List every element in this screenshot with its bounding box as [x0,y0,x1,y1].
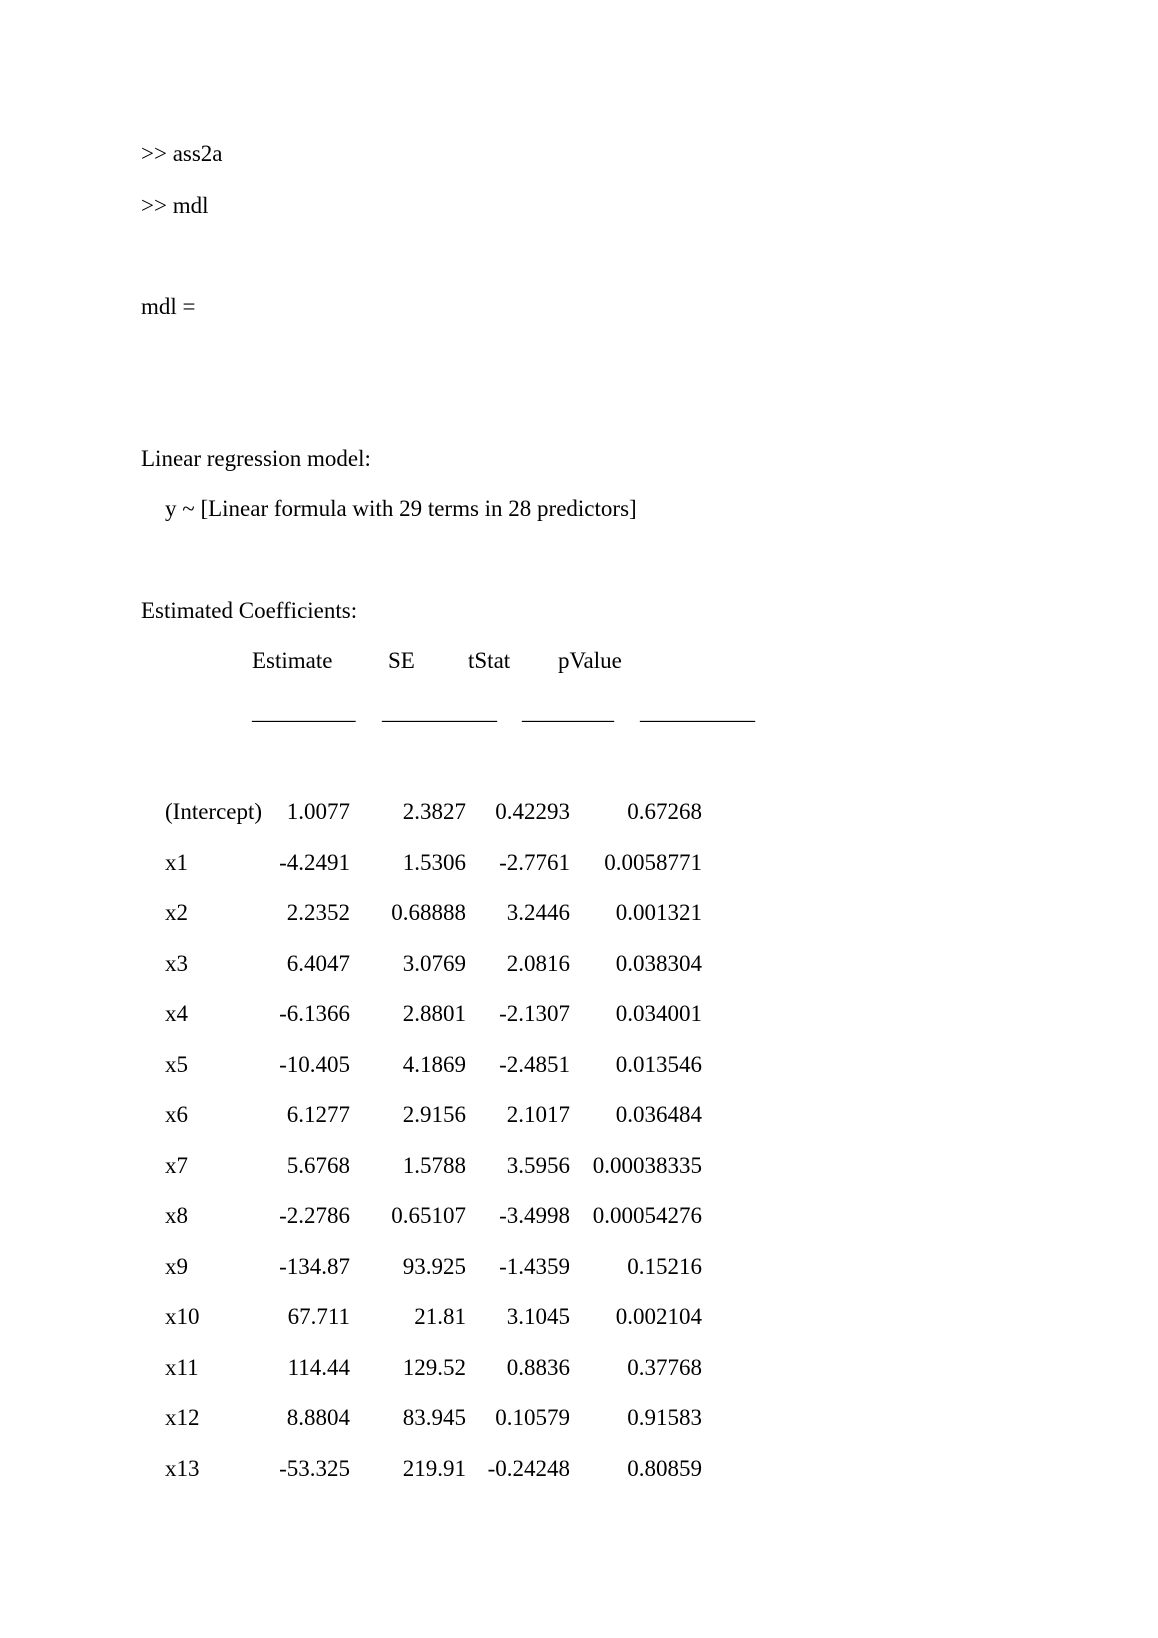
row-pvalue: 0.001321 [615,900,702,925]
row-se: 2.8801 [402,1001,466,1026]
table-row [0,1356,1158,1386]
row-estimate: 6.4047 [286,950,350,976]
row-name: x1 [165,849,188,875]
row-name: x3 [165,950,188,976]
row-pvalue: 0.00054276 [592,1203,702,1228]
row-pvalue: 0.67268 [627,799,702,824]
row-pvalue: 0.013546 [615,1051,702,1077]
table-row [0,952,1158,982]
row-se: 219.91 [402,1455,466,1481]
row-name: x12 [165,1405,200,1430]
row-pvalue: 0.00038335 [592,1152,702,1178]
row-se: 4.1869 [402,1051,466,1077]
row-se: 1.5788 [402,1152,466,1178]
row-estimate: -53.325 [279,1455,350,1481]
row-pvalue: 0.034001 [615,1001,702,1026]
table-row [0,1154,1158,1184]
row-name: x4 [165,1001,188,1026]
row-estimate: -2.2786 [279,1203,350,1228]
row-estimate: -134.87 [279,1253,350,1279]
command-line: >> ass2a [141,141,223,166]
row-pvalue: 0.036484 [615,1102,702,1127]
row-name: x5 [165,1051,188,1077]
row-estimate: 2.2352 [286,900,350,925]
row-tstat: -2.4851 [499,1051,570,1077]
row-tstat: 3.2446 [506,900,570,925]
column-header-se: SE [388,648,415,673]
row-tstat: -2.1307 [499,1001,570,1026]
row-se: 93.925 [402,1253,466,1279]
row-name: x6 [165,1102,188,1127]
row-tstat: 0.8836 [506,1354,570,1380]
table-row [0,901,1158,931]
column-header-pvalue: pValue [558,648,622,673]
table-row [0,800,1158,830]
header-rule: __________ [382,699,497,724]
row-tstat: 3.5956 [506,1152,570,1178]
table-row [0,1002,1158,1032]
table-row [0,851,1158,881]
assignment-label: mdl = [141,294,196,319]
table-row [0,1053,1158,1083]
header-rule: ________ [522,699,614,724]
row-se: 2.3827 [402,799,466,824]
row-pvalue: 0.91583 [627,1405,702,1430]
row-name: x13 [165,1455,200,1481]
row-tstat: -2.7761 [499,849,570,875]
row-se: 0.68888 [391,900,466,925]
row-estimate: -6.1366 [279,1001,350,1026]
row-name: x10 [165,1304,200,1329]
row-estimate: -4.2491 [279,849,350,875]
row-se: 3.0769 [402,950,466,976]
row-tstat: -1.4359 [499,1253,570,1279]
row-name: (Intercept) [165,799,263,824]
column-header-estimate: Estimate [252,648,333,673]
row-se: 1.5306 [402,849,466,875]
model-formula: y ~ [Linear formula with 29 terms in 28 predictors] [165,496,637,521]
row-estimate: 114.44 [287,1354,350,1380]
header-rule: __________ [640,699,755,724]
row-estimate: 5.6768 [286,1152,350,1178]
row-tstat: 0.42293 [495,799,570,824]
row-se: 0.65107 [391,1203,466,1228]
row-estimate: -10.405 [279,1051,350,1077]
model-heading: Linear regression model: [141,446,371,471]
table-row [0,1103,1158,1133]
table-row [0,1406,1158,1436]
row-pvalue: 0.002104 [615,1304,702,1329]
row-tstat: 0.10579 [495,1405,570,1430]
row-name: x11 [165,1354,199,1380]
row-name: x2 [165,900,188,925]
row-se: 2.9156 [402,1102,466,1127]
row-pvalue: 0.038304 [615,950,702,976]
row-tstat: 3.1045 [506,1304,570,1329]
table-row [0,1255,1158,1285]
row-se: 21.81 [414,1304,466,1329]
row-pvalue: 0.15216 [627,1253,702,1279]
row-estimate: 67.711 [287,1304,350,1329]
table-row [0,1305,1158,1335]
table-row [0,1457,1158,1487]
command-line: >> mdl [141,193,209,218]
column-header-tstat: tStat [468,648,511,673]
row-estimate: 1.0077 [286,799,350,824]
row-pvalue: 0.37768 [627,1354,702,1380]
header-rule: _________ [252,699,356,724]
row-name: x9 [165,1253,188,1279]
row-estimate: 6.1277 [286,1102,350,1127]
row-tstat: 2.0816 [506,950,570,976]
row-se: 83.945 [402,1405,466,1430]
row-pvalue: 0.0058771 [604,849,702,875]
coefficients-heading: Estimated Coefficients: [141,598,358,623]
row-tstat: -3.4998 [499,1203,570,1228]
row-name: x8 [165,1203,188,1228]
row-name: x7 [165,1152,188,1178]
row-tstat: -0.24248 [487,1455,570,1481]
row-pvalue: 0.80859 [627,1455,702,1481]
row-se: 129.52 [402,1354,466,1380]
row-tstat: 2.1017 [506,1102,570,1127]
table-row [0,1204,1158,1234]
row-estimate: 8.8804 [286,1405,350,1430]
